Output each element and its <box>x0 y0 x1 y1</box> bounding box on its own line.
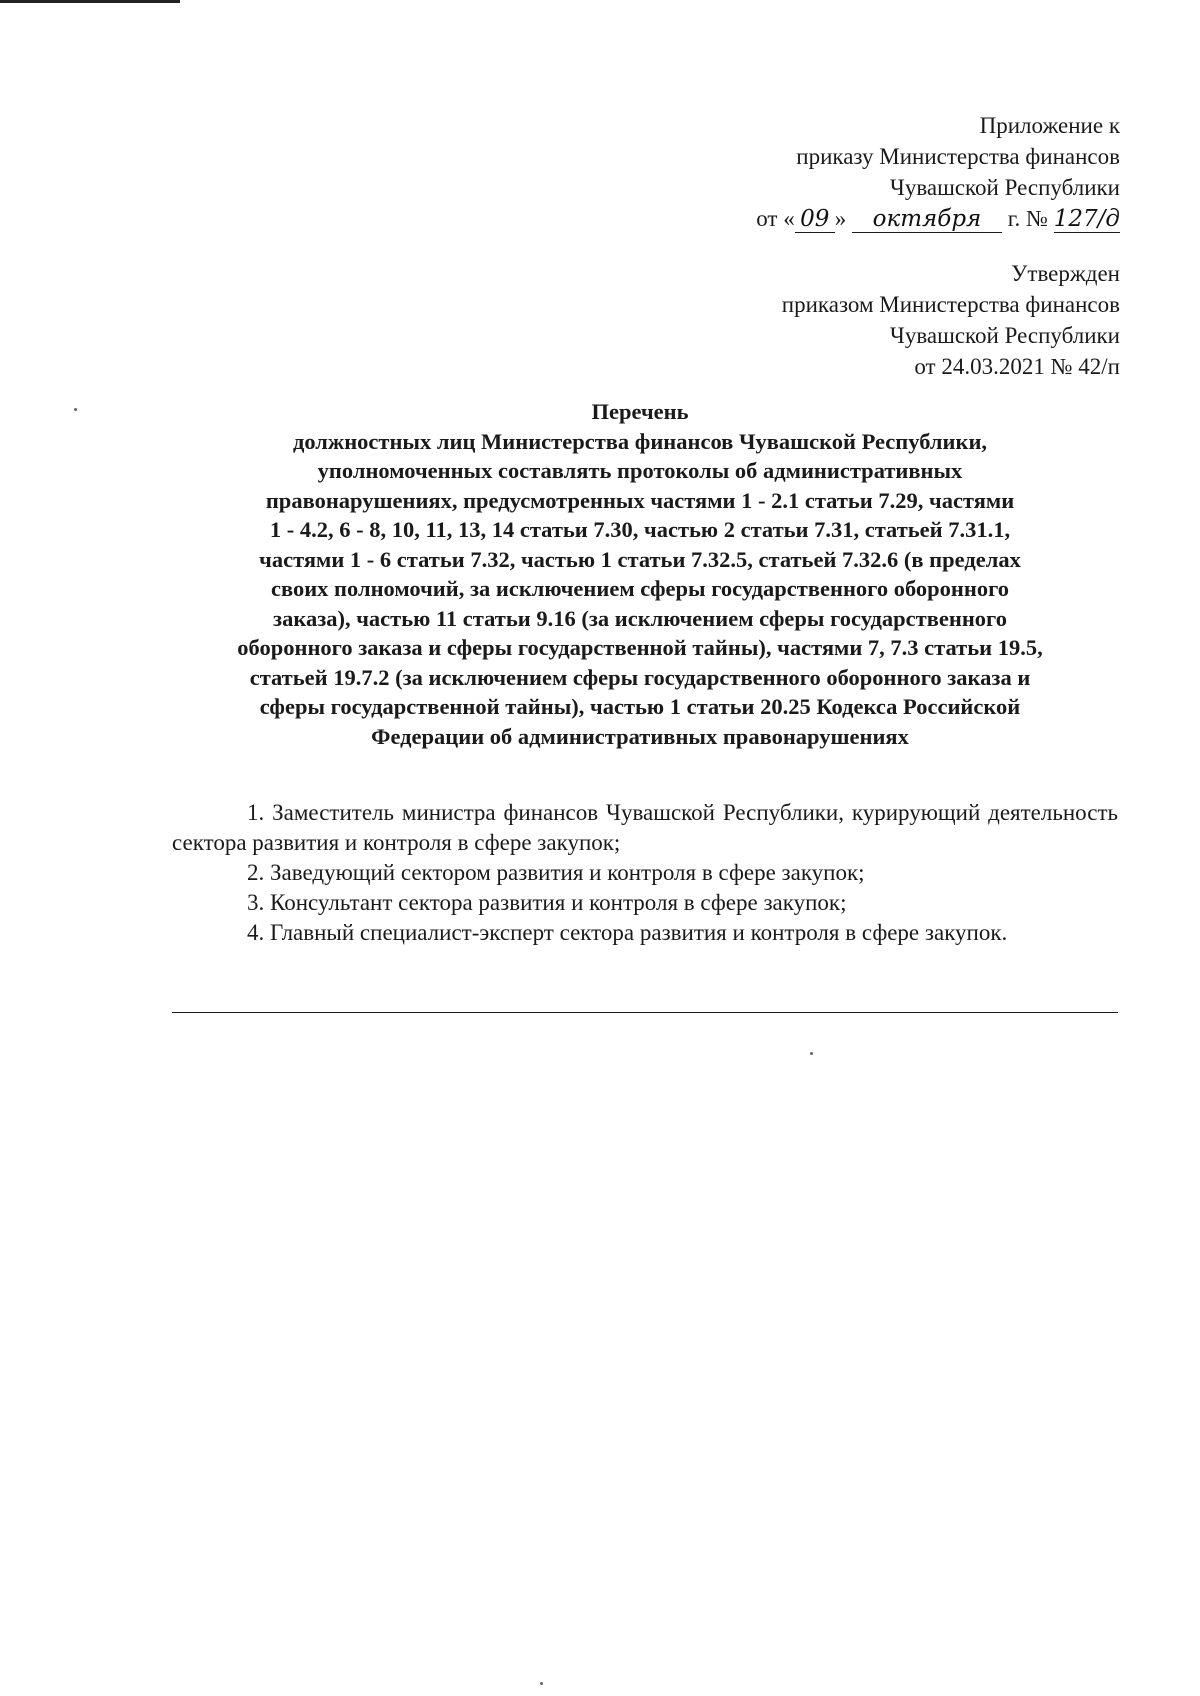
end-divider <box>172 1012 1118 1013</box>
appendix-header <box>756 110 1120 234</box>
scan-speck <box>810 1052 813 1055</box>
appendix-line-1: Приложение к <box>979 113 1120 138</box>
number-prefix: г. № <box>1007 206 1049 231</box>
title-heading: Перечень <box>591 399 689 424</box>
appendix-line-2: приказу Министерства финансов <box>796 144 1120 169</box>
approved-line-1: Утвержден <box>1011 261 1120 286</box>
title-line-8: оборонного заказа и сферы государственной тайны), частями 7, 7.3 статьи 19.5, <box>237 635 1043 660</box>
officials-list <box>172 798 1118 948</box>
title-line-10: сферы государственной тайны), частью 1 статьи 20.25 Кодекса Российской <box>259 694 1021 719</box>
scan-speck <box>540 1682 543 1685</box>
handwritten-order-number: 127/д <box>1053 206 1120 232</box>
list-item: 4. Главный специалист-эксперт сектора развития и контроля в сфере закупок. <box>247 920 1008 945</box>
date-prefix: от « <box>756 206 795 231</box>
title-line-7: заказа), частью 11 статьи 9.16 (за исключением сферы государственного <box>273 605 1007 631</box>
scan-edge-mark <box>0 0 180 3</box>
scan-speck <box>74 408 77 411</box>
list-item: 3. Консультант сектора развития и контроля в сфере закупок; <box>247 890 847 915</box>
title-line-6: своих полномочий, за исключением сферы государственного оборонного <box>270 576 1009 601</box>
approved-line-3: Чувашской Республики <box>889 323 1120 348</box>
title-line-5: частями 1 - 6 статьи 7.32, частью 1 статьи 7.32.5, статьей 7.32.6 (в пределах <box>259 546 1021 572</box>
approval-header <box>782 258 1120 382</box>
date-quote-close: » <box>834 206 847 231</box>
title-line-9: статьей 19.7.2 (за исключением сферы государственного оборонного заказа и <box>249 664 1031 690</box>
document-title <box>160 397 1120 751</box>
appendix-line-3: Чувашской Республики <box>889 175 1120 200</box>
title-line-11: Федерации об административных правонарушениях <box>371 723 909 749</box>
title-line-3: правонарушениях, предусмотренных частями 1 - 2.1 статьи 7.29, частями <box>265 487 1015 513</box>
approved-line-4: от 24.03.2021 № 42/п <box>914 354 1120 379</box>
list-item: 2. Заведующий сектором развития и контроля в сфере закупок; <box>247 860 865 885</box>
list-item: 1. Заместитель министра финансов Чувашской Республики, курирующий деятельность сектора развития и контроля в сфере закупок; <box>172 800 1118 855</box>
title-line-4: 1 - 4.2, 6 - 8, 10, 11, 13, 14 статьи 7.30, частью 2 статьи 7.31, статьей 7.31.1, <box>269 517 1011 542</box>
appendix-date-line <box>756 203 1120 234</box>
handwritten-month: октября <box>852 206 1002 233</box>
title-line-2: уполномоченных составлять протоколы об административных <box>317 458 963 483</box>
handwritten-day: 09 <box>795 206 835 233</box>
approved-line-2: приказом Министерства финансов <box>781 292 1120 317</box>
title-line-1: должностных лиц Министерства финансов Чувашской Республики, <box>292 428 988 454</box>
